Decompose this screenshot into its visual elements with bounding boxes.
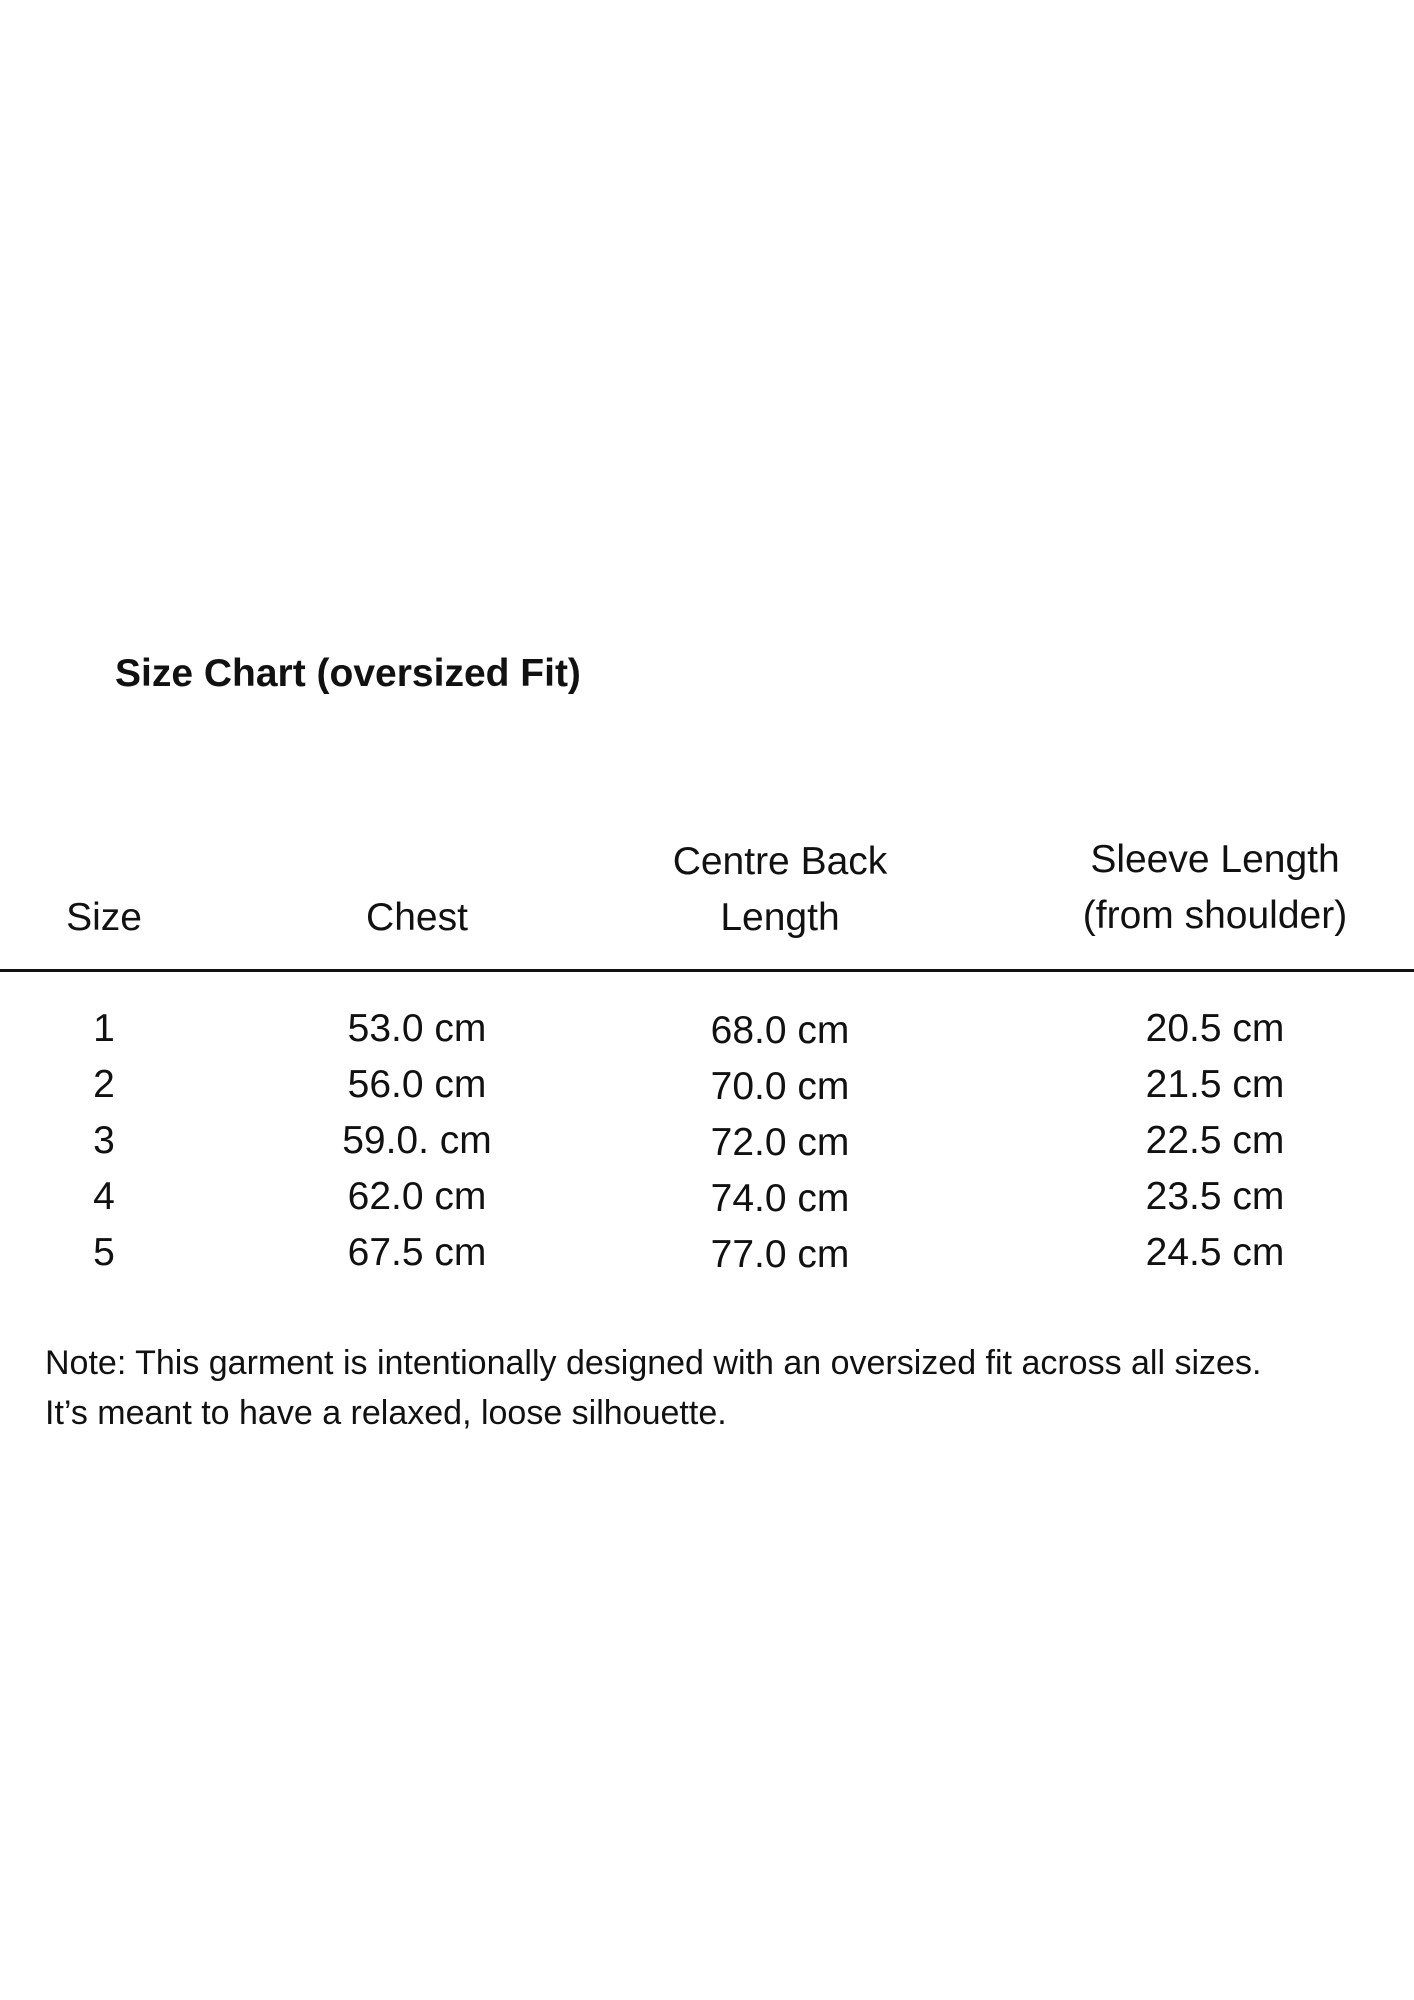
cell-centre-back-length: 77.0 cm — [710, 1233, 850, 1276]
cell-centre-back-length: 74.0 cm — [710, 1177, 850, 1220]
cell-sleeve-length: 24.5 cm — [1145, 1231, 1285, 1274]
fit-note-line-2: It’s meant to have a relaxed, loose silhouette. — [45, 1394, 727, 1432]
column-header-centre-back-length-line-1: Centre Back — [672, 840, 888, 883]
column-header-size-label: Size — [66, 896, 142, 939]
cell-chest: 62.0 cm — [347, 1175, 487, 1218]
page-title: Size Chart (oversized Fit) — [115, 652, 581, 695]
cell-chest: 56.0 cm — [347, 1063, 487, 1106]
cell-centre-back-length: 68.0 cm — [710, 1009, 850, 1052]
cell-centre-back-length: 72.0 cm — [710, 1121, 850, 1164]
cell-sleeve-length: 20.5 cm — [1145, 1007, 1285, 1050]
cell-sleeve-length: 23.5 cm — [1145, 1175, 1285, 1218]
cell-size: 2 — [93, 1063, 115, 1106]
column-header-sleeve-length-line-1: Sleeve Length — [1090, 838, 1340, 881]
cell-size: 1 — [93, 1007, 115, 1050]
column-header-chest-label: Chest — [366, 896, 468, 939]
cell-chest: 59.0. cm — [342, 1119, 492, 1162]
cell-centre-back-length: 70.0 cm — [710, 1065, 850, 1108]
cell-sleeve-length: 21.5 cm — [1145, 1063, 1285, 1106]
cell-sleeve-length: 22.5 cm — [1145, 1119, 1285, 1162]
column-header-sleeve-length-line-2: (from shoulder) — [1082, 894, 1348, 937]
cell-size: 5 — [93, 1231, 115, 1274]
cell-size: 3 — [93, 1119, 115, 1162]
header-divider — [0, 969, 1414, 972]
column-header-centre-back-length-line-2: Length — [720, 896, 840, 939]
cell-size: 4 — [93, 1175, 115, 1218]
cell-chest: 67.5 cm — [347, 1231, 487, 1274]
column-header-chest — [207, 890, 627, 946]
fit-note-line-1: Note: This garment is intentionally designed with an oversized fit across all sizes. — [45, 1344, 1262, 1382]
column-header-centre-back-length — [570, 834, 990, 946]
cell-chest: 53.0 cm — [347, 1007, 487, 1050]
fit-note — [45, 1338, 1385, 1438]
column-header-sleeve-length — [1005, 832, 1414, 944]
